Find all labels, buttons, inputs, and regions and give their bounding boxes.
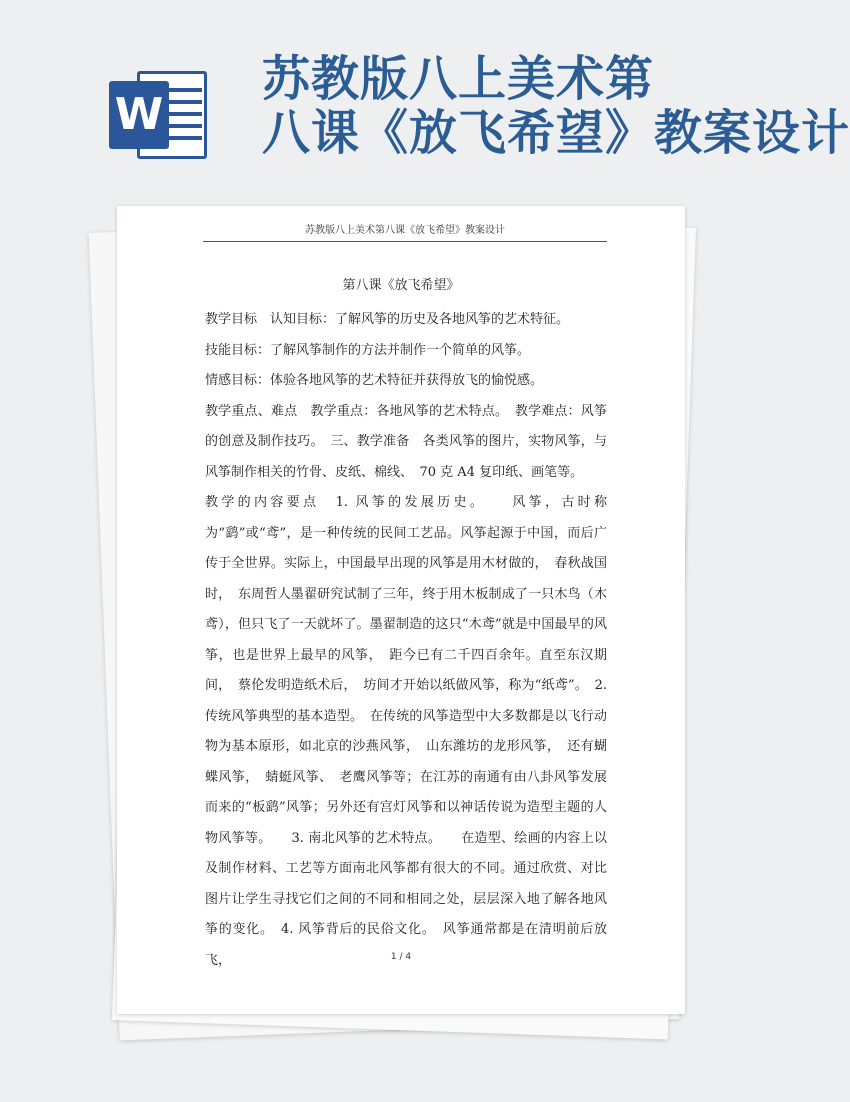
banner-title-line2: 八课《放飞希望》教案设计: [262, 105, 850, 161]
word-document-icon: [109, 67, 207, 163]
paragraph: 技能目标：了解风筝制作的方法并制作一个简单的风筝。: [205, 342, 531, 358]
document-body: [205, 305, 607, 976]
banner-title-line1: 苏教版八上美术第: [262, 51, 655, 107]
banner: [0, 0, 850, 190]
page-header: 苏教版八上美术第八课《放飞希望》教案设计: [203, 224, 607, 242]
word-letter-badge: W: [109, 81, 169, 149]
paragraph: 教学目标 认知目标：了解风筝的历史及各地风筝的艺术特征。: [205, 312, 570, 327]
paragraph: 教学的内容要点 1. 风筝的发展历史。 风筝，古时称为“鹞”或“鸢”，是一种传统的民间工艺品。风筝起源于中国，而后广传于全世界。实际上，中国最早出现的风筝是用木材做的， 春秋战国时， 东周哲人墨翟研究试制了三年，终于用木板制成了一只木鸟（木鸢），但只飞了一天就坏了。墨翟制造的这只“木鸢”就是中国最早的风筝，也是世界上最早的风筝， 距今已有二千四百余年。直至东汉期间， 蔡伦发明造纸术后， 坊间才开始以纸做风筝，称为“纸鸢”。 2. 传统风筝典型的基本造型。 在传统的风筝造型中大多数都是以飞行动物为基本原形，如北京的沙燕风筝， 山东潍坊的龙形风筝， 还有蝴蝶风筝， 蜻蜓风筝、 老鹰风筝等；在江苏的南通有由八卦风筝发展而来的“板鹞”风筝；另外还有宫灯风筝和以神话传说为造型主题的人物风筝等。 3. 南北风筝的艺术特点。 在造型、绘画的内容上以及制作材料、工艺等方面南北风筝都有很大的不同。通过欣赏、对比图片让学生寻找它们之间的不同和相同之处，层层深入地了解各地风筝的变化。 4. 风筝背后的民俗文化。 风筝通常都是在清明前后放飞，: [205, 495, 607, 968]
document-title: 第八课《放飞希望》: [342, 278, 460, 293]
banner-title: [262, 51, 850, 161]
page-number: 1 / 4: [390, 952, 412, 962]
paragraph: 情感目标：体验各地风筝的艺术特征并获得放飞的愉悦感。: [205, 373, 544, 388]
document-page: [117, 206, 685, 1014]
paragraph: 教学重点、难点 教学重点：各地风筝的艺术特点。 教学难点：风筝的创意及制作技巧。 三、教学准备 各类风筝的图片，实物风筝，与风筝制作相关的竹骨、皮纸、棉线、 70 克 A4 复印纸、画笔等。: [205, 403, 607, 480]
